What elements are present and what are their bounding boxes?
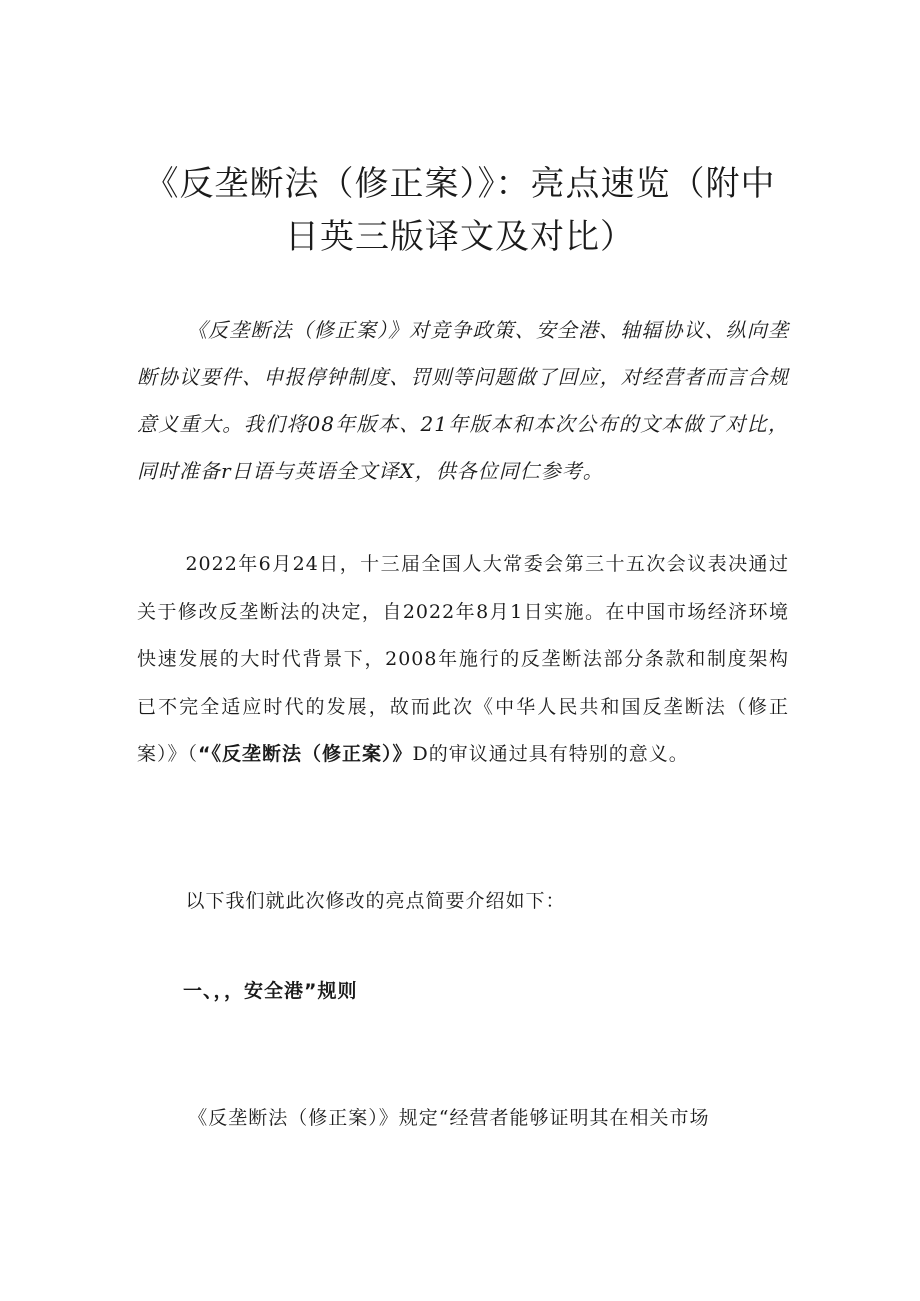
paragraph-1-bold-term: “《反垄断法（修正案）》	[198, 743, 413, 765]
title-line-1: 《反垄断法（修正案）》：亮点速览（附中	[144, 164, 776, 204]
section-heading-1: 一、，，安全港”规则	[183, 980, 358, 1002]
body-paragraph-3: 《反垄断法（修正案）》规定“经营者能够证明其在相关市场	[188, 1107, 710, 1129]
intro-paragraph: 《反垄断法（修正案）》对竞争政策、安全港、轴辐协议、纵向垄断协议要件、申报停钟制度、罚则等问题做了回应，对经营者而言合规意义重大。我们将08年版本、21年版本和本次公布的文本做了对比，同时准备r日语与英语全文译X，供各位同仁参考。	[137, 318, 789, 483]
body-paragraph-1	[137, 541, 789, 779]
document-title	[110, 158, 810, 264]
body-paragraph-2: 以下我们就此次修改的亮点简要介绍如下：	[185, 890, 566, 912]
paragraph-1-text-end: D的审议通过具有特别的意义。	[412, 743, 689, 765]
paragraph-1-text-start: 2022年6月24日，十三届全国人大常委会第三十五次会议表决通过关于修改反垄断法的决定，自2022年8月1日实施。在中国市场经济环境快速发展的大时代背景下，2008年施行的反垄断法部分条款和制度架构已不完全适应时代的发展，故而此次《中华人民共和国反垄断法（修正案）》（	[137, 553, 789, 765]
title-line-2: 日英三版译文及对比）	[285, 217, 635, 257]
